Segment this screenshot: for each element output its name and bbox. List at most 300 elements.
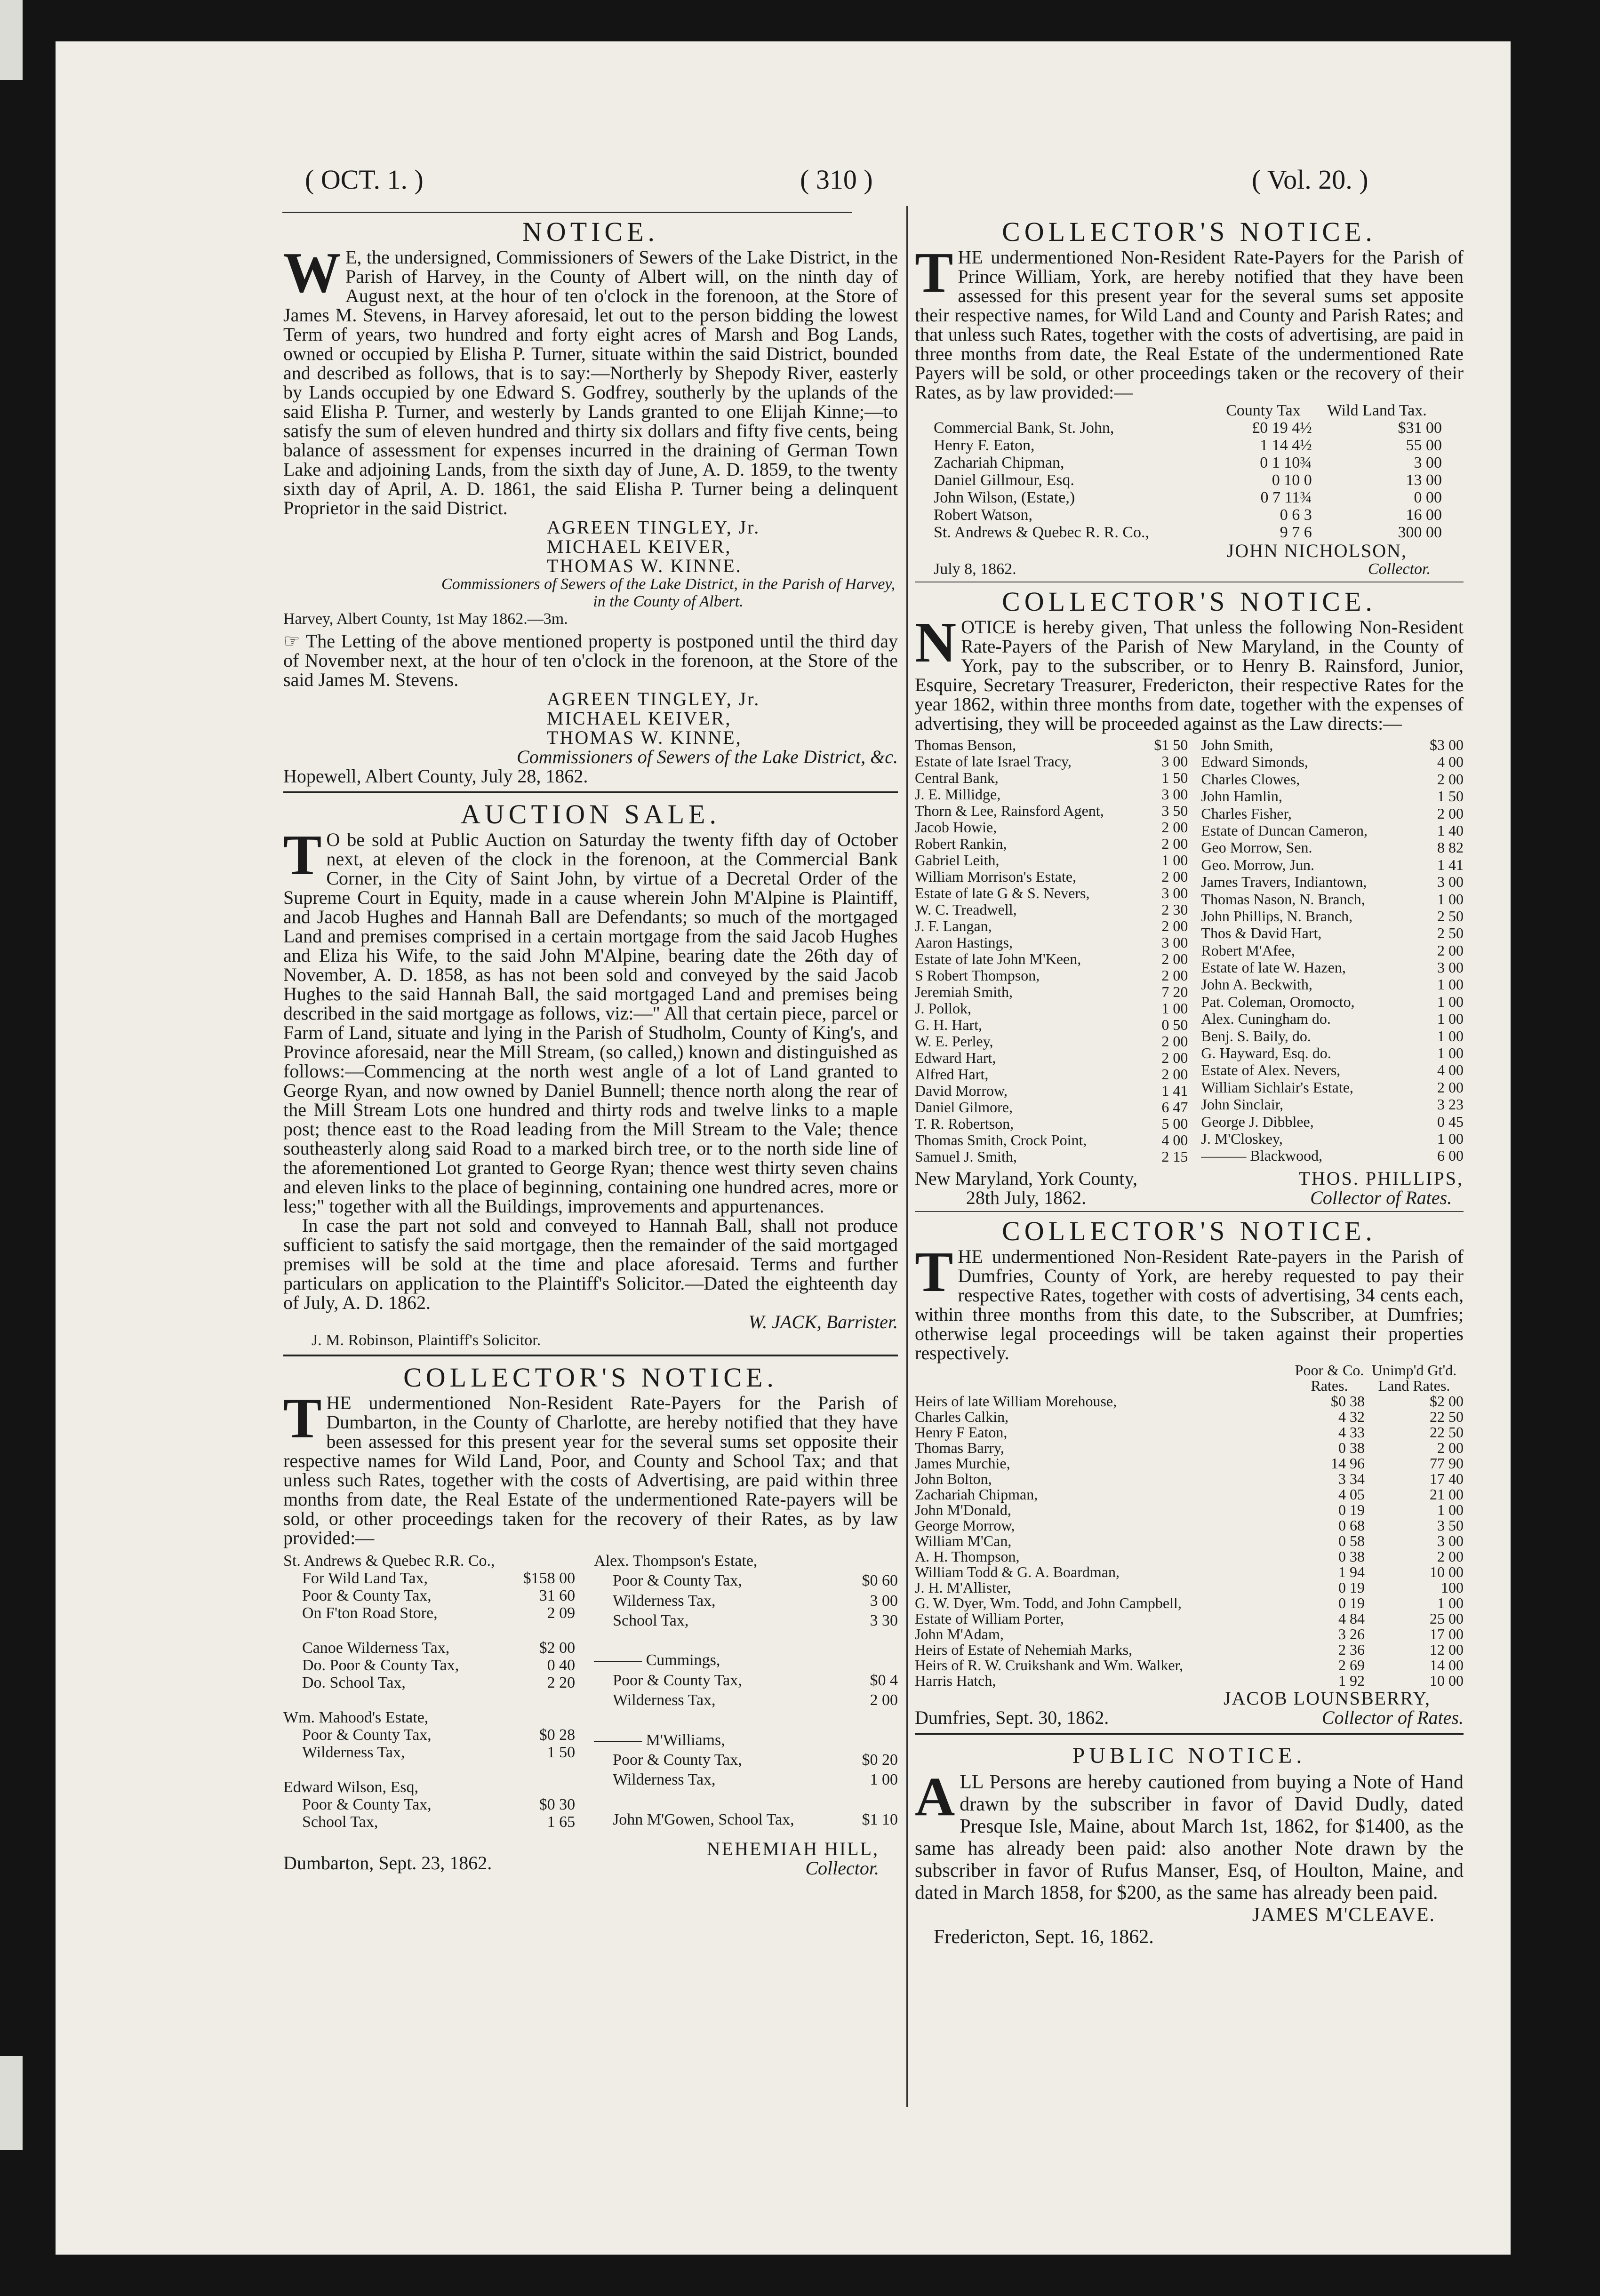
table-row <box>1201 959 1464 976</box>
table-row <box>1201 839 1464 856</box>
table-row <box>1201 891 1464 908</box>
rate-amount: 2 50 <box>1437 907 1464 925</box>
rate-payer-name: Alex. Cuningham do. <box>1201 1010 1331 1028</box>
collector-role: Collector. <box>805 1858 879 1879</box>
rate-amount: 12 00 <box>1430 1641 1464 1658</box>
rate-payer-name: Poor & County Tax, <box>613 1751 742 1769</box>
table-row <box>1201 1028 1464 1045</box>
rate-payer-name: John A. Beckwith, <box>1201 976 1312 993</box>
rate-payer-name: Poor & County Tax, <box>302 1726 432 1744</box>
rate-payer-name: John Hamlin, <box>1201 788 1282 805</box>
table-row <box>283 1709 575 1726</box>
rate-amount <box>852 1632 898 1651</box>
rate-payer-name: Alfred Hart, <box>915 1066 989 1083</box>
newspaper-page <box>56 41 1511 2255</box>
rate-payer-name: W. E. Perley, <box>915 1033 993 1050</box>
rate-amount: 2 00 <box>1437 1439 1464 1456</box>
table-row <box>283 1674 575 1691</box>
rate-payer-name: John Bolton, <box>915 1470 992 1487</box>
rate-payer-name: On F'ton Road Store, <box>302 1604 438 1622</box>
drop-cap: T <box>915 241 953 304</box>
table-row <box>283 1657 575 1674</box>
rate-payer-name: Estate of Duncan Cameron, <box>1201 821 1368 839</box>
rate-amount: 0 58 <box>1338 1532 1365 1549</box>
table-row <box>1201 754 1464 771</box>
rate-amount: 3 00 <box>1437 959 1464 976</box>
table-row <box>283 1813 575 1831</box>
notice-body: OTICE is hereby given, That unless the following Non-Resident Rate-Payers of the Parish of New Maryland, in the County of York, pay to the subscriber, or to Henry B. Rainsford, Junior, Esquire, Secretary Treasurer, Fredericton, their respective Rates for the year 1862, within three months from date, together with the expenses of advertising, they will be proceeded against as the Law directs:— <box>915 616 1464 734</box>
rate-payer-name: Canoe Wilderness Tax, <box>302 1639 450 1657</box>
notice-title: COLLECTOR'S NOTICE. <box>1002 1216 1376 1246</box>
table-row <box>915 901 1188 918</box>
rate-payer-name: Robert Rankin, <box>915 835 1007 852</box>
public-notice <box>915 1740 1464 1948</box>
rate-amount: 0 38 <box>1338 1439 1365 1456</box>
rate-amount: 4 32 <box>1338 1408 1365 1425</box>
table-row <box>915 934 1188 951</box>
rate-amount: 6 00 <box>1437 1147 1464 1164</box>
rate-amount: 1 00 <box>1437 1027 1464 1044</box>
rate-payer-name: G. H. Hart, <box>915 1016 983 1033</box>
collector-signature: NEHEMIAH HILL, <box>706 1838 879 1859</box>
table-row <box>594 1672 898 1691</box>
rate-amount <box>852 1731 898 1751</box>
rate-amount: 3 50 <box>1161 802 1188 819</box>
rate-amount: 100 <box>1441 1579 1464 1596</box>
rate-payer-name <box>594 1632 852 1651</box>
table-row <box>934 471 1442 489</box>
rate-payer-name: Estate of late Israel Tracy, <box>915 753 1072 770</box>
rate-amount: 2 00 <box>1437 770 1464 788</box>
rate-amount: 10 00 <box>1430 1672 1464 1689</box>
place-date: Harvey, Albert County, 1st May 1862.—3m. <box>283 610 568 628</box>
table-row <box>1201 1079 1464 1096</box>
rate-payer-name: Wilderness Tax, <box>613 1691 716 1709</box>
table-row <box>1201 1045 1464 1062</box>
table-row <box>283 1744 575 1761</box>
table-row <box>915 1564 1464 1580</box>
collector-role: Collector of Rates. <box>1310 1187 1452 1208</box>
rate-amount: 21 00 <box>1430 1486 1464 1503</box>
table-row <box>1201 925 1464 942</box>
signer: MICHAEL KEIVER, <box>547 536 732 557</box>
rate-payer-name: Harris Hatch, <box>915 1672 996 1689</box>
rate-amount: 22 50 <box>1430 1424 1464 1441</box>
drop-cap: A <box>915 1766 955 1827</box>
rate-payer-name: St. Andrews & Quebec R.R. Co., <box>283 1552 495 1570</box>
commissioners-caption: Commissioners of Sewers of the Lake District, &c. <box>517 746 898 767</box>
rate-amount: $0 38 <box>1331 1393 1365 1410</box>
rate-amount: 14 00 <box>1430 1657 1464 1674</box>
rate-payer-name: Heirs of R. W. Cruikshank and Wm. Walker, <box>915 1657 1183 1674</box>
place-date: Fredericton, Sept. 16, 1862. <box>934 1926 1154 1948</box>
drop-cap: N <box>915 611 957 674</box>
rate-payer-name: George J. Dibblee, <box>1201 1113 1314 1130</box>
rate-payer-name: John Wilson, (Estate,) <box>934 489 1075 506</box>
rate-amount: 4 33 <box>1338 1424 1365 1441</box>
rate-amount: 2 09 <box>547 1604 576 1622</box>
rate-amount: 1 00 <box>1437 993 1464 1010</box>
rate-amount: 2 36 <box>1338 1641 1365 1658</box>
table-row <box>915 885 1188 901</box>
dumbarton-right-table <box>594 1552 898 1831</box>
table-row <box>594 1771 898 1791</box>
table-row <box>915 803 1188 819</box>
rate-amount: 0 6 3 <box>1280 506 1312 524</box>
signer: AGREEN TINGLEY, Jr. <box>547 688 760 710</box>
table-row <box>915 1673 1464 1689</box>
rate-payer-name: Zachariah Chipman, <box>915 1486 1038 1503</box>
rate-payer-name: David Morrow, <box>915 1082 1008 1099</box>
rate-amount: 17 00 <box>1430 1626 1464 1642</box>
table-row <box>915 1017 1188 1033</box>
rate-amount: 3 00 <box>1437 1532 1464 1549</box>
rate-amount: 1 00 <box>1437 890 1464 908</box>
rate-amount: 1 00 <box>1437 1594 1464 1611</box>
rate-amount <box>852 1791 898 1810</box>
rate-payer-name: G. Hayward, Esq. do. <box>1201 1044 1331 1062</box>
column-header: County Tax <box>1226 402 1301 419</box>
rate-amount: 2 00 <box>1161 967 1188 984</box>
rate-amount: 0 38 <box>1338 1548 1365 1565</box>
new-maryland-notice <box>915 586 1464 1207</box>
table-row <box>915 770 1188 786</box>
table-row <box>934 437 1442 454</box>
rate-amount: 3 00 <box>1161 934 1188 951</box>
rate-payer-name: John Smith, <box>1201 736 1273 753</box>
column-divider <box>906 206 908 2107</box>
rate-payer-name: John M'Gowen, School Tax, <box>613 1810 794 1828</box>
rate-payer-name: J. Pollok, <box>915 1000 972 1017</box>
rate-amount: 9 7 6 <box>1280 524 1312 541</box>
table-row <box>915 1580 1464 1595</box>
dumbarton-left-table <box>283 1552 575 1831</box>
rate-amount: 4 00 <box>1161 1132 1188 1148</box>
drop-cap: W <box>283 241 341 304</box>
table-row <box>915 753 1188 770</box>
table-row <box>915 786 1188 803</box>
rate-amount: 1 00 <box>1161 852 1188 869</box>
rate-payer-name: G. W. Dyer, Wm. Todd, and John Campbell, <box>915 1594 1182 1611</box>
rate-payer-name: Jacob Howie, <box>915 819 997 836</box>
rate-amount: 1 00 <box>1437 1130 1464 1147</box>
rate-amount: 2 00 <box>1161 1049 1188 1066</box>
rate-amount <box>518 1778 575 1796</box>
table-row <box>915 1425 1464 1440</box>
rate-payer-name: Poor & County Tax, <box>613 1572 742 1590</box>
issue-date: ( OCT. 1. ) <box>305 164 424 195</box>
rate-amount: 1 00 <box>870 1771 898 1789</box>
volume-number: ( Vol. 20. ) <box>1252 164 1368 195</box>
rate-payer-name: John Phillips, N. Branch, <box>1201 907 1353 925</box>
rate-amount: £0 19 4½ <box>1252 419 1312 437</box>
prince-william-notice <box>915 216 1464 578</box>
rate-amount: 1 50 <box>1437 788 1464 805</box>
notice-date: July 8, 1862. <box>934 560 1016 578</box>
table-row <box>283 1691 575 1709</box>
rate-payer-name: Estate of late John M'Keen, <box>915 950 1081 967</box>
rate-amount: 0 40 <box>547 1657 576 1674</box>
rate-amount: 14 96 <box>1331 1455 1365 1472</box>
notice-title: COLLECTOR'S NOTICE. <box>1002 216 1376 247</box>
rate-payer-name: Edward Simonds, <box>1201 753 1308 771</box>
table-row <box>915 1409 1464 1425</box>
table-row <box>1201 994 1464 1011</box>
notice-title: NOTICE. <box>522 216 659 247</box>
rate-amount: 0 19 <box>1338 1579 1365 1596</box>
rate-payer-name: Thomas Nason, N. Branch, <box>1201 890 1365 908</box>
table-row <box>915 869 1188 885</box>
table-row <box>1201 1011 1464 1028</box>
rate-payer-name: School Tax, <box>613 1611 689 1629</box>
rate-amount: 2 20 <box>547 1674 576 1691</box>
place-date: Dumbarton, Sept. 23, 1862. <box>283 1852 492 1873</box>
rate-payer-name: Heirs of late William Morehouse, <box>915 1393 1117 1410</box>
rate-amount: 31 60 <box>539 1587 576 1604</box>
table-row <box>915 1642 1464 1658</box>
rate-amount: 3 26 <box>1338 1626 1365 1642</box>
table-row <box>915 967 1188 984</box>
table-row <box>934 489 1442 506</box>
rate-payer-name: J. F. Langan, <box>915 917 992 934</box>
rate-payer-name: George Morrow, <box>915 1517 1015 1534</box>
table-row <box>283 1639 575 1657</box>
table-row <box>283 1570 575 1587</box>
rate-amount: 6 47 <box>1161 1099 1188 1116</box>
rate-payer-name: William M'Can, <box>915 1532 1012 1549</box>
table-row <box>915 1595 1464 1611</box>
rate-payer-name: Edward Wilson, Esq, <box>283 1778 418 1796</box>
rate-payer-name: Wilderness Tax, <box>613 1771 716 1789</box>
rate-amount: 1 00 <box>1161 1000 1188 1017</box>
rate-payer-name: Aaron Hastings, <box>915 934 1013 951</box>
table-row <box>594 1552 898 1572</box>
rate-amount: 1 92 <box>1338 1672 1365 1689</box>
signer: THOMAS W. KINNE, <box>547 727 742 748</box>
barrister-signature: W. JACK, Barrister. <box>748 1311 898 1332</box>
rate-amount: 3 30 <box>870 1611 898 1629</box>
rate-amount: 2 00 <box>1437 1078 1464 1096</box>
auction-sale <box>283 799 898 1349</box>
sewers-notice <box>283 216 898 786</box>
rate-amount: $0 60 <box>862 1572 898 1590</box>
dumfries-notice <box>915 1216 1464 1727</box>
rate-amount: 2 15 <box>1161 1148 1188 1165</box>
table-row <box>915 1099 1188 1116</box>
rate-amount <box>518 1761 575 1778</box>
rate-amount: 1 00 <box>1437 1010 1464 1028</box>
rate-amount: 0 1 10¾ <box>1260 454 1312 471</box>
table-row <box>594 1731 898 1751</box>
rate-amount: 4 00 <box>1437 1061 1464 1079</box>
rate-payer-name <box>594 1711 852 1731</box>
left-edge-paper <box>0 0 23 80</box>
table-row <box>283 1604 575 1622</box>
rate-amount: 16 00 <box>1406 506 1442 524</box>
rate-amount: $0 4 <box>870 1671 898 1689</box>
left-column <box>283 216 898 1878</box>
place: New Maryland, York County, <box>915 1168 1137 1189</box>
table-row <box>1201 874 1464 891</box>
notice-body: HE undermentioned Non-Resident Rate-Payers for the Parish of Prince William, York, are hereby notified that they have been assessed for this present year for the several sums set apposite their respective names, for Wild Land and County and Parish Rates; and that unless such Rates, together with the costs of advertising, are paid in three months from date, the Real Estate of the undermentioned Rate Payers will be sold, or other proceedings taken or the recovery of their Rates, as by law provided:— <box>915 247 1464 403</box>
rate-amount: 3 00 <box>1414 454 1442 471</box>
rate-payer-name: Wm. Mahood's Estate, <box>283 1709 429 1726</box>
rate-amount: 3 00 <box>1437 873 1464 891</box>
rate-payer-name: William Morrison's Estate, <box>915 868 1077 885</box>
rate-amount: 3 00 <box>870 1592 898 1610</box>
rate-amount <box>518 1709 575 1726</box>
rate-payer-name: J. H. M'Allister, <box>915 1579 1011 1596</box>
auction-body-2: In case the part not sold and conveyed to Hannah Ball, shall not produce sufficient to satisfy the said mortgage, then the remainder of the said mortgaged premises will be sold at the time and place aforesaid. Terms and further particulars on application to the Plaintiff's Solicitor.—Dated the eighteenth day of July, A. D. 1862. <box>283 1215 898 1313</box>
rate-amount: 55 00 <box>1406 437 1442 454</box>
table-row <box>594 1711 898 1731</box>
rate-amount: 0 50 <box>1161 1016 1188 1033</box>
rate-payer-name: Samuel J. Smith, <box>915 1148 1017 1165</box>
rate-payer-name: ——— Blackwood, <box>1201 1147 1323 1164</box>
rate-payer-name: Wilderness Tax, <box>302 1744 405 1761</box>
rate-payer-name: J. M'Closkey, <box>1201 1130 1283 1147</box>
table-row <box>1201 771 1464 788</box>
rate-payer-name: Wilderness Tax, <box>613 1592 716 1610</box>
table-row <box>1201 942 1464 959</box>
rate-payer-name: John Sinclair, <box>1201 1096 1284 1113</box>
table-row <box>1201 1096 1464 1113</box>
table-row <box>915 1502 1464 1518</box>
rate-payer-name: Estate of late W. Hazen, <box>1201 959 1346 976</box>
rate-payer-name: ——— M'Williams, <box>594 1731 725 1749</box>
table-row <box>594 1651 898 1671</box>
rate-amount: 2 00 <box>1161 950 1188 967</box>
rate-amount: 17 40 <box>1430 1470 1464 1487</box>
collector-signature: JACOB LOUNSBERRY, <box>1223 1688 1431 1709</box>
rate-amount: 3 00 <box>1161 786 1188 803</box>
rate-amount: $0 20 <box>862 1751 898 1769</box>
rate-amount: $1 10 <box>862 1810 898 1828</box>
header-rule <box>282 212 852 213</box>
rate-amount: 0 19 <box>1338 1594 1365 1611</box>
rate-amount: 3 00 <box>1161 885 1188 901</box>
rate-payer-name: ——— Cummings, <box>594 1651 720 1669</box>
table-row <box>1201 908 1464 925</box>
rate-payer-name: Geo. Morrow, Jun. <box>1201 856 1314 873</box>
table-row <box>594 1691 898 1711</box>
drop-cap: T <box>915 1240 953 1304</box>
rate-amount: 25 00 <box>1430 1610 1464 1627</box>
rate-payer-name: Do. Poor & County Tax, <box>302 1657 459 1674</box>
rate-amount: 2 00 <box>1161 819 1188 836</box>
rate-payer-name <box>283 1622 518 1639</box>
left-edge-paper-bottom <box>0 2056 23 2150</box>
rate-payer-name: Poor & County Tax, <box>302 1587 432 1604</box>
rate-amount <box>852 1552 898 1572</box>
place-date: Hopewell, Albert County, July 28, 1862. <box>283 765 588 787</box>
rate-amount: 2 00 <box>1161 1033 1188 1050</box>
rate-amount: 0 7 11¾ <box>1260 489 1312 506</box>
section-rule <box>283 791 898 793</box>
rate-amount: 3 00 <box>1161 753 1188 770</box>
rate-amount: 0 00 <box>1414 489 1442 506</box>
rate-amount: 1 00 <box>1437 1044 1464 1062</box>
notice-title: COLLECTOR'S NOTICE. <box>403 1362 778 1393</box>
rate-amount: 2 00 <box>870 1691 898 1709</box>
table-row <box>915 918 1188 934</box>
table-row <box>594 1592 898 1612</box>
rate-payer-name: Henry F Eaton, <box>915 1424 1008 1441</box>
rate-amount: 1 65 <box>547 1813 576 1831</box>
table-row <box>915 819 1188 836</box>
rate-payer-name <box>283 1691 518 1709</box>
rate-amount: 4 05 <box>1338 1486 1365 1503</box>
rate-amount: 2 00 <box>1437 941 1464 959</box>
signer: MICHAEL KEIVER, <box>547 708 732 729</box>
rate-payer-name: School Tax, <box>302 1813 378 1831</box>
auction-title: AUCTION SALE. <box>461 799 720 829</box>
rate-amount: $3 00 <box>1430 736 1464 753</box>
rate-amount: 4 00 <box>1437 753 1464 771</box>
table-row <box>915 1549 1464 1564</box>
rate-amount: $31 00 <box>1398 419 1442 437</box>
section-rule <box>915 1733 1464 1735</box>
table-row <box>1201 1131 1464 1148</box>
table-row <box>1201 737 1464 754</box>
rate-amount: 2 00 <box>1161 835 1188 852</box>
rate-payer-name: Thomas Smith, Crock Point, <box>915 1132 1087 1148</box>
table-row <box>934 506 1442 524</box>
table-row <box>915 951 1188 967</box>
rate-amount: 0 10 0 <box>1272 471 1312 489</box>
rate-amount: 0 45 <box>1437 1113 1464 1130</box>
postponed-note: ☞ The Letting of the above mentioned property is postponed until the third day of November next, at the hour of ten o'clock in the forenoon, at the Store of the said James M. Stevens. <box>283 630 898 690</box>
rate-payer-name: Gabriel Leith, <box>915 852 1000 869</box>
table-row <box>934 524 1442 541</box>
rate-amount: 0 19 <box>1338 1501 1365 1518</box>
table-row <box>915 1471 1464 1487</box>
rate-amount: 1 00 <box>1437 1501 1464 1518</box>
table-row <box>934 419 1442 437</box>
table-row <box>1201 805 1464 822</box>
table-row <box>915 1611 1464 1626</box>
collector-role: Collector of Rates. <box>1321 1707 1464 1728</box>
rate-payer-name: Edward Hart, <box>915 1049 996 1066</box>
new-maryland-left-table <box>915 737 1188 1165</box>
rate-payer-name: Daniel Gillmour, Esq. <box>934 471 1074 489</box>
rate-payer-name: William Todd & G. A. Boardman, <box>915 1563 1120 1580</box>
page-number: ( 310 ) <box>800 164 873 195</box>
column-header: Poor & Co. Rates. <box>1295 1362 1364 1394</box>
table-row <box>915 1518 1464 1533</box>
notice-body: HE undermentioned Non-Resident Rate-Payers for the Parish of Dumbarton, in the County of Charlotte, are hereby notified that they have been assessed for this present year for the several sums set opposite their respective names for Wild Land, Poor, and County and School Tax; and that unless such Rates, together with the costs of Advertising, are paid within three months from date, the Real Estate of the undermentioned Rate-payers will be sold, or other proceedings taken for the recovery of their Rates, as by law provided:— <box>283 1392 898 1548</box>
table-row <box>915 1487 1464 1502</box>
table-row <box>594 1751 898 1771</box>
signer: JAMES M'CLEAVE. <box>1252 1904 1435 1926</box>
table-row <box>594 1632 898 1651</box>
right-column <box>915 216 1464 1948</box>
collector-signature: JOHN NICHOLSON, <box>1226 540 1407 561</box>
notice-title: COLLECTOR'S NOTICE. <box>1002 586 1376 617</box>
rate-payer-name: Alex. Thompson's Estate, <box>594 1552 758 1570</box>
rate-amount: 2 00 <box>1161 917 1188 934</box>
rate-payer-name: Charles Fisher, <box>1201 805 1292 822</box>
rate-amount <box>852 1711 898 1731</box>
table-row <box>915 1440 1464 1456</box>
rate-payer-name: Daniel Gilmore, <box>915 1099 1013 1116</box>
table-row <box>915 852 1188 869</box>
column-header: Unimp'd Gt'd. Land Rates. <box>1371 1362 1457 1394</box>
dumbarton-collector-notice <box>283 1362 898 1878</box>
rate-amount: 8 82 <box>1437 839 1464 856</box>
table-row <box>1201 788 1464 805</box>
table-row <box>915 1083 1188 1099</box>
